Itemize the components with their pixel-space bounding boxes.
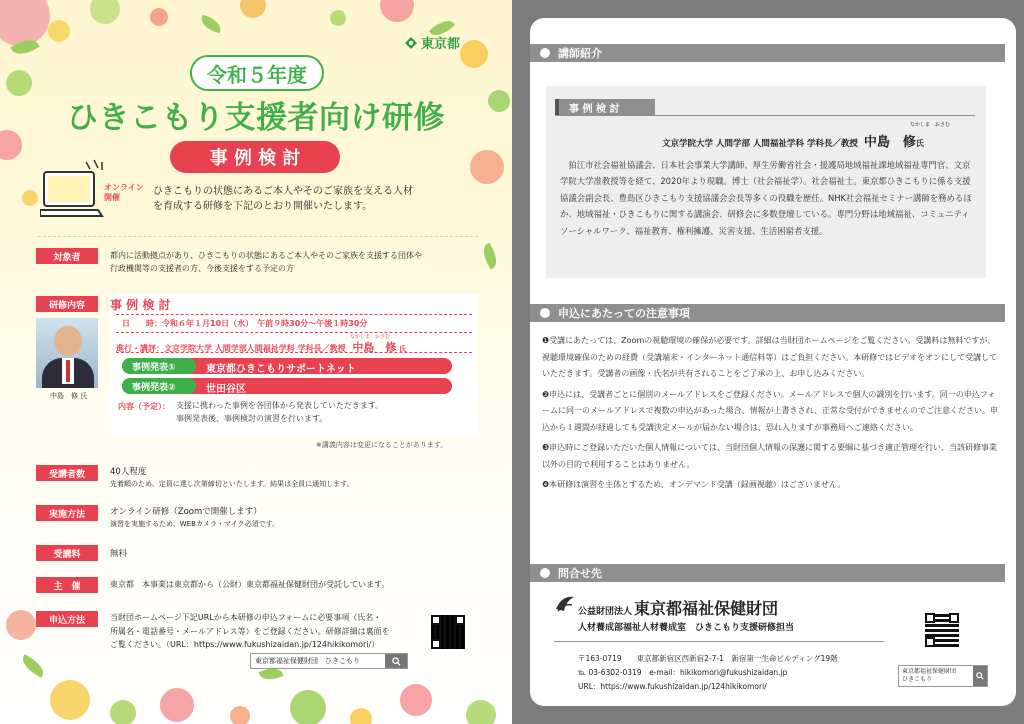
lecturer-ruby: なかしま おさむ — [350, 334, 391, 340]
decor-dot — [6, 70, 32, 96]
tokyo-emblem-icon — [404, 36, 418, 50]
host-text: 東京都 本事業は東京都から（公財）東京都福祉保健財団が受託しています。 — [110, 580, 390, 589]
search-icon — [392, 657, 401, 666]
method-label: 実施方法 — [36, 505, 98, 521]
main-title: ひきこもり支援者向け研修 — [67, 100, 445, 136]
decor-leaf — [199, 15, 224, 34]
foundation-logo-icon — [554, 593, 576, 613]
case1-tag: 事例発表① — [122, 358, 196, 374]
date-value: 令和６年１月10日（水） 午前９時30分～午後１時30分 — [162, 319, 368, 328]
note-item-3: ❸申込時にご登録いただいた個人情報については、当財団個人情報の保護に関する要綱に基づき適正管理を行い、当該研修事業以外の目的で利用することはありません。 — [542, 443, 998, 469]
decor-dot — [290, 690, 326, 724]
contact-search-text: 東京都福祉保健財団 ひきこもり — [902, 668, 957, 683]
decor-dot — [240, 0, 266, 18]
fee-text: 無料 — [110, 549, 128, 559]
year-title: 令和５年度 — [207, 62, 307, 87]
program-divider — [116, 352, 472, 353]
method-line2: 演習を実施するため、WEBカメラ・マイク必須です。 — [110, 520, 280, 528]
search-icon — [976, 672, 984, 680]
photo-caption: 中島 修 氏 — [50, 392, 88, 400]
program-note: ※講義内容は変更になることがあります。 — [316, 441, 448, 449]
lecturer-name: 中島 修 — [352, 341, 397, 354]
target-text: 都内に活動拠点があり、ひきこもりの状態にあるご本人やそのご家族を支援する団体や 行政機関等の支援者の方、今後支援をする予定の方 — [110, 251, 422, 273]
contact-address: 〒163-0719 東京都新宿区西新宿2-7-1 新宿第一生命ビルディング19階 — [578, 654, 838, 663]
decor-dot — [460, 40, 488, 68]
date-row — [122, 318, 367, 329]
contact-divider — [554, 641, 884, 642]
back-page — [512, 0, 1024, 724]
program-label: 研修内容 — [36, 296, 98, 312]
org-dept: 人材養成部福祉人材養成室 ひきこもり支援研修担当 — [578, 623, 795, 633]
note-item-4: ❹本研修は演習を主体とするため、オンデマンド受講（録画視聴）はございません。 — [542, 480, 846, 489]
note-item-2: ❷申込には、受講者ごとに個別のメールアドレスをご登録ください。メールアドレスで個人の識別を行います。同一の申込フォームに同一のメールアドレスで複数の申込があった場合、情報が上書きされ、正常な受付ができませんのでご注意ください。申込から１週間が経過しても受講決定メールが届かない場合は、恐れ入りますが事務局へご連絡ください。 — [542, 389, 998, 432]
apply-text: 当財団ホームページ下記URLから本研修の申込フォームに必要事項（氏名・ 所属名・電話番号・メールアドレス等）をご登録ください。研修詳細は裏面を ご覧ください。（URL：https://www.fukushizaidan.jp/124hikikomori/） — [110, 613, 390, 649]
decor-dot — [0, 0, 50, 46]
contact-qr-code — [922, 610, 962, 650]
decor-dot — [22, 190, 38, 206]
subtitle: 事 例 検 討 — [209, 148, 301, 169]
online-label: オンライン 開催 — [104, 183, 144, 202]
program-title: 事 例 検 討 — [110, 298, 171, 312]
search-text: 東京都福祉保健財団 ひきこもり — [255, 657, 360, 665]
contact-url: URL：https://www.fukushizaidan.jp/124hikikomori/ — [578, 682, 767, 691]
qr-code — [428, 612, 468, 652]
decor-dot — [466, 700, 496, 724]
capacity-line1: 40人程度 — [110, 467, 147, 477]
contact-details — [578, 652, 838, 694]
case1-value: 東京都ひきこもりサポートネット — [206, 364, 356, 375]
instructor-box-title: 事 例 検 討 — [555, 99, 655, 115]
decor-dot — [330, 10, 346, 26]
instructor-honor: 氏 — [915, 139, 924, 148]
tokyo-logo — [404, 33, 460, 52]
lecturer-label: 進行・講評： — [116, 344, 164, 353]
decor-dot — [110, 700, 136, 724]
intro-text: ひきこもりの状態にあるご本人やそのご家族を支える人材 を育成する研修を下記のとおり開催いたします。 — [153, 186, 413, 212]
instructor-heading-text: 講師紹介 — [558, 47, 602, 60]
lecturer-honor: 氏 — [399, 345, 407, 353]
decor-dot — [6, 610, 36, 640]
decor-dot — [48, 20, 70, 42]
year-badge — [190, 55, 324, 91]
contact-heading-text: 問合せ先 — [558, 567, 602, 580]
program-divider — [116, 314, 472, 315]
decor-dot — [90, 0, 120, 24]
contact-search-box[interactable] — [898, 665, 988, 687]
decor-dot — [400, 684, 432, 716]
instructor-affiliation: 文京学院大学 人間学部 人間福祉学科 学科長／教授 — [662, 139, 858, 149]
instructor-divider — [555, 115, 975, 116]
lecturer-photo — [36, 318, 98, 388]
capacity-label: 受講者数 — [36, 465, 98, 481]
decor-dot — [470, 150, 504, 184]
content-label: 内容（予定）： — [118, 402, 170, 411]
contact-heading — [530, 564, 1005, 582]
instructor-affiliation-row — [662, 131, 924, 150]
capacity-line2: 先着順のため、定員に達し次第締切といたします。結果は全員に通知します。 — [110, 480, 354, 488]
laptop-icon — [40, 158, 110, 220]
decor-leaf — [19, 654, 48, 677]
fee-label: 受講料 — [36, 545, 98, 561]
instructor-ruby: なかしま おさむ — [910, 122, 951, 128]
date-label: 日 時： — [122, 319, 162, 328]
decor-dot — [150, 8, 168, 26]
org-name: 東京都福祉保健財団 — [634, 599, 779, 618]
org-row — [578, 596, 778, 619]
instructor-name: 中島 修 — [863, 135, 916, 150]
org-prefix: 公益財団法人 — [578, 607, 633, 617]
decor-dot — [230, 706, 250, 724]
instructor-heading — [530, 44, 1005, 62]
lecturer-value: 文京学院大学 人間学部人間福祉学科 学科長／教授 — [164, 344, 346, 353]
case2-tag: 事例発表② — [122, 378, 196, 394]
contact-tel: ℡ 03-6302-0319 e-mail：hikikomori@fukushizaidan.jp — [578, 668, 788, 677]
notes-list — [542, 333, 998, 498]
case2-value: 世田谷区 — [206, 384, 246, 395]
program-divider — [116, 332, 472, 333]
notes-heading-text: 申込にあたっての注意事項 — [558, 307, 690, 320]
decor-dot — [50, 680, 90, 720]
decor-dot — [0, 130, 22, 160]
decor-dot — [380, 0, 414, 22]
target-label: 対象者 — [36, 248, 98, 264]
apply-label: 申込方法 — [36, 611, 98, 627]
search-button[interactable] — [385, 654, 407, 668]
contact-search-button[interactable] — [973, 666, 987, 686]
decor-dot — [488, 90, 510, 112]
content-text: 支援に携わった事例を各団体から発表していただきます。 事例発表後、事例検討の演習を行います。 — [176, 401, 384, 423]
divider — [38, 236, 478, 237]
instructor-bio: 狛江市社会福祉協議会、日本社会事業大学講師、厚生労働省社会・援護局地域福祉課地域福祉専門官、文京学院大学准教授等を経て、2020年より現職。博士（社会福祉学）。社会福祉士。東京都ひきこもりに係る支援協議会副会長、豊島区ひきこもり支援協議会会長等多くの役職を歴任。NHK社会福祉セミナー講師を務めるほか、地域福祉・ひきこもりに関する講演会、研修会に多数登壇している。専門分野は地域福祉、コミュニティソーシャルワーク、福祉教育、権利擁護、災害支援、生活困窮者支援。 — [560, 160, 972, 236]
decor-dot — [160, 688, 194, 722]
method-line1: オンライン研修（Zoomで開催します） — [110, 507, 262, 517]
decor-dot — [350, 708, 372, 724]
note-item-1: ❶受講にあたっては、Zoomの視聴環境の確保が必要です。詳細は当財団ホームページをご覧ください。受講料は無料ですが、視聴環境確保のための経費（受講端末・インターネット通信料等）はご負担ください。本研修ではビデオをオンにして受講していただきます。受講者の画像・氏名が共有されることをご了承の上、お申し込みください。 — [542, 336, 998, 378]
logo-text: 東京都 — [421, 37, 461, 52]
search-box[interactable] — [250, 653, 408, 669]
host-label: 主 催 — [36, 577, 98, 593]
notes-heading — [530, 304, 1005, 322]
subtitle-badge — [170, 141, 340, 173]
